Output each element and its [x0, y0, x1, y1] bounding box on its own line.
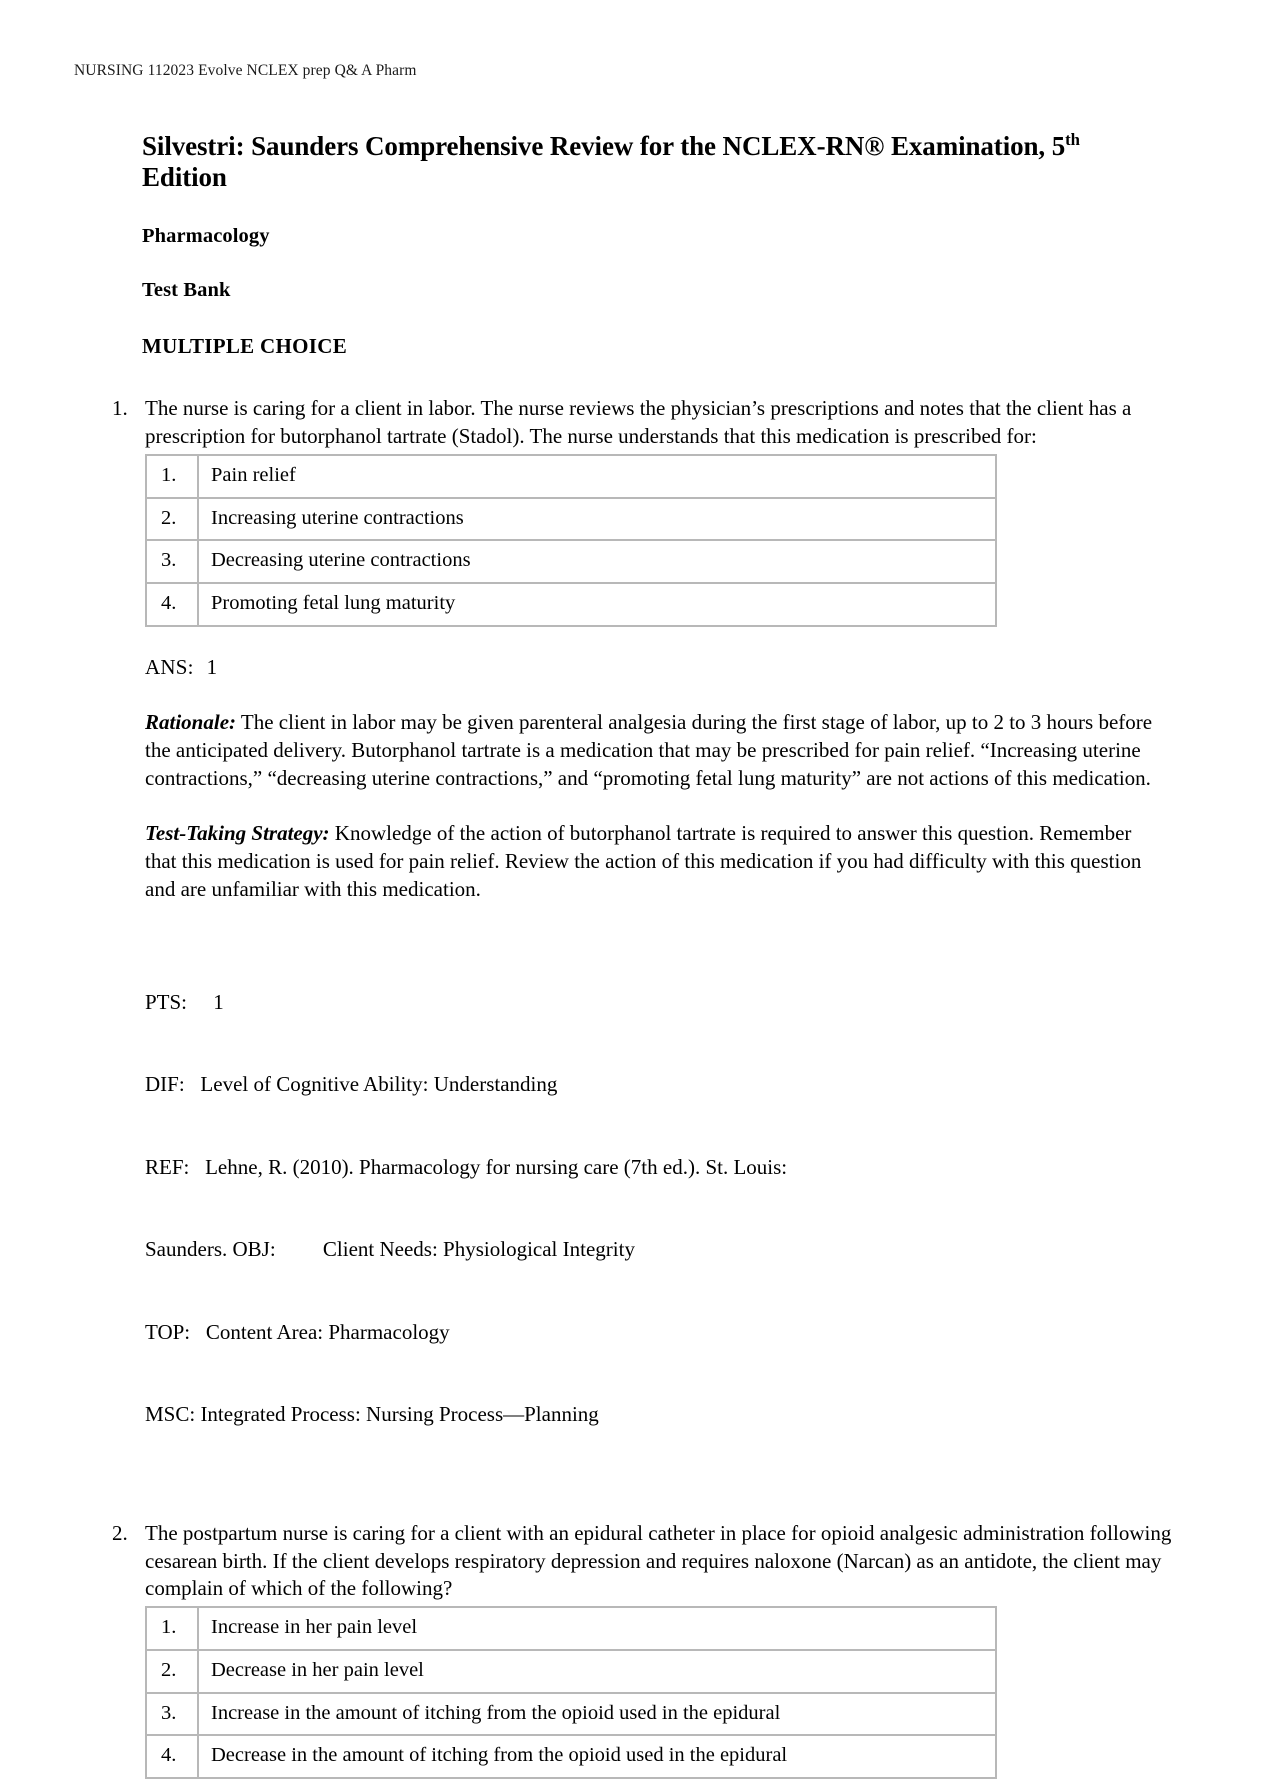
- option-text[interactable]: Decrease in her pain level: [198, 1650, 996, 1693]
- table-row[interactable]: [146, 540, 996, 583]
- doc-type-heading: Test Bank: [142, 279, 231, 302]
- question-1-rationale: [145, 708, 1167, 792]
- table-row[interactable]: [146, 1650, 996, 1693]
- strategy-text: Knowledge of the action of butorphanol tartrate is required to answer this question. Remember that this medication is used for pain relief. Review the action of this medication if you had difficulty with this question and are unfamiliar with this medication.: [145, 821, 1142, 902]
- rationale-text: The client in labor may be given parenteral analgesia during the first stage of labor, up to 2 to 3 hours before the anticipated delivery. Butorphanol tartrate is a medication that may be prescribed for pain relief. “Increasing uterine contractions,” “decreasing uterine contractions,” and “promoting fetal lung maturity” are not actions of this medication.: [145, 709, 1153, 791]
- question-2-stem: The postpartum nurse is caring for a client with an epidural catheter in place for opioid analgesic administration following cesarean birth. If the client develops respiratory depression and requires naloxone (Narcan) as an antidote, the client may complain of which of the following?: [145, 1520, 1172, 1601]
- metadata-msc: MSC: Integrated Process: Nursing Process—Planning: [145, 1402, 599, 1427]
- question-1: [112, 395, 1172, 451]
- metadata-dif: DIF: Level of Cognitive Ability: Understanding: [145, 1072, 558, 1097]
- option-text[interactable]: Increase in her pain level: [198, 1607, 996, 1650]
- option-number: 3.: [146, 1693, 198, 1736]
- option-number: 4.: [146, 583, 198, 626]
- option-text[interactable]: Decreasing uterine contractions: [198, 540, 996, 583]
- answer-value: 1: [206, 654, 218, 679]
- option-number: 1.: [146, 1607, 198, 1650]
- question-1-stem: The nurse is caring for a client in labor. The nurse reviews the physician’s prescriptions and notes that the client has a prescription for butorphanol tartrate (Stadol). The nurse understands that this medication is prescribed for:: [145, 396, 1132, 449]
- table-row[interactable]: [146, 1693, 996, 1736]
- question-1-metadata: [145, 934, 1202, 1484]
- question-2-options: [145, 1606, 997, 1778]
- page-title-superscript: th: [1065, 129, 1080, 149]
- question-1-options: [145, 454, 997, 626]
- option-text[interactable]: Pain relief: [198, 455, 996, 498]
- table-row[interactable]: [146, 498, 996, 541]
- table-row[interactable]: [146, 1735, 996, 1778]
- option-text[interactable]: Decrease in the amount of itching from the opioid used in the epidural: [198, 1735, 996, 1778]
- page-title-continuation: Edition: [142, 162, 227, 193]
- metadata-ref: REF: Lehne, R. (2010). Pharmacology for nursing care (7th ed.). St. Louis:: [145, 1154, 788, 1179]
- question-2-number: 2.: [112, 1520, 128, 1545]
- table-row[interactable]: [146, 583, 996, 626]
- option-number: 4.: [146, 1735, 198, 1778]
- table-row[interactable]: [146, 1607, 996, 1650]
- option-text[interactable]: Promoting fetal lung maturity: [198, 583, 996, 626]
- metadata-obj: Saunders. OBJ: Client Needs: Physiological Integrity: [145, 1237, 635, 1262]
- page-title-main: Silvestri: Saunders Comprehensive Review for the NCLEX-RN® Examination, 5: [142, 130, 1066, 161]
- metadata-pts: PTS: 1: [145, 989, 224, 1014]
- section-heading: MULTIPLE CHOICE: [142, 334, 348, 359]
- strategy-label: Test-Taking Strategy:: [145, 821, 330, 846]
- running-head: NURSING 112023 Evolve NCLEX prep Q& A Pharm: [74, 62, 417, 79]
- document-body: [142, 131, 1160, 360]
- subject-heading: Pharmacology: [142, 225, 270, 248]
- page-title: [142, 131, 1160, 195]
- table-row[interactable]: [146, 455, 996, 498]
- option-text[interactable]: Increase in the amount of itching from the opioid used in the epidural: [198, 1693, 996, 1736]
- option-number: 2.: [146, 1650, 198, 1693]
- option-number: 3.: [146, 540, 198, 583]
- metadata-top: TOP: Content Area: Pharmacology: [145, 1319, 450, 1344]
- option-number: 2.: [146, 498, 198, 541]
- question-1-number: 1.: [112, 396, 128, 421]
- option-number: 1.: [146, 455, 198, 498]
- option-text[interactable]: Increasing uterine contractions: [198, 498, 996, 541]
- question-2: [112, 1520, 1172, 1604]
- question-1-answer: [145, 654, 1202, 681]
- question-1-strategy: [145, 819, 1167, 903]
- answer-label: ANS:: [145, 654, 194, 679]
- rationale-label: Rationale:: [145, 709, 237, 734]
